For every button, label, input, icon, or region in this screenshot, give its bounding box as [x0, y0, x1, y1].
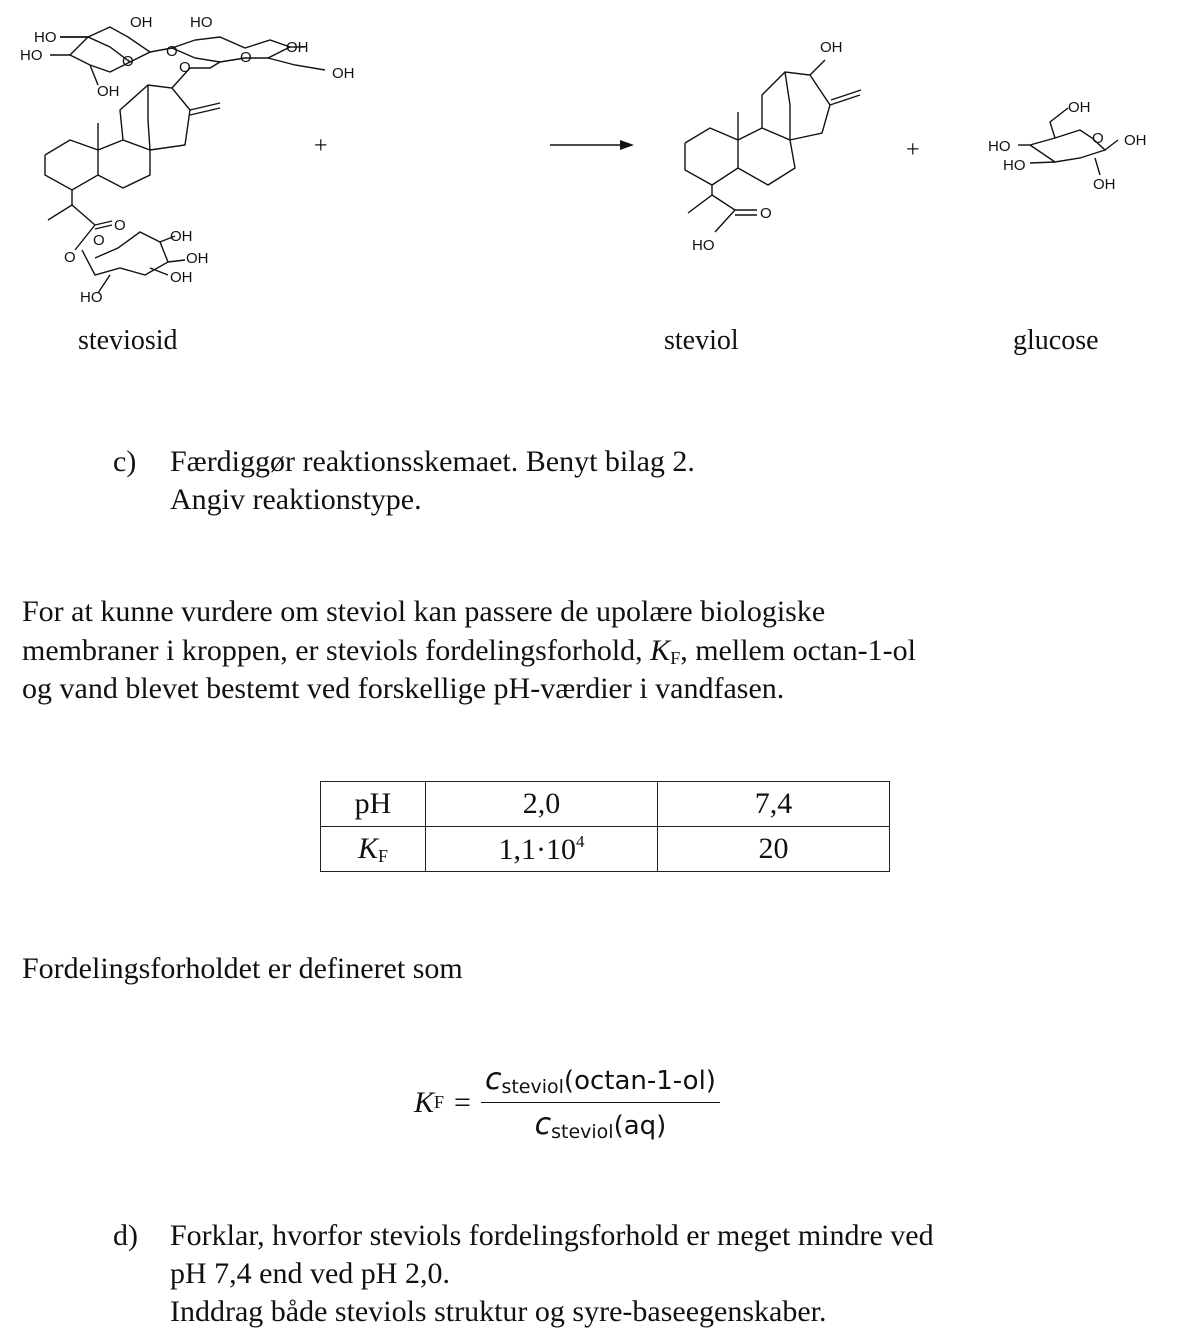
question-c-letter: c): [113, 445, 137, 478]
atom-oh: OH: [1093, 176, 1116, 193]
atom-ho: HO: [190, 14, 213, 31]
atom-ho: HO: [692, 237, 715, 254]
atom-o: O: [114, 217, 126, 234]
steviol-structure: [685, 60, 861, 232]
plus-sign-2: +: [906, 137, 920, 163]
atom-o: O: [760, 205, 772, 222]
question-d-line1: Forklar, hvorfor steviols fordelingsforhold er meget mindre ved: [170, 1219, 934, 1252]
table-cell: $1,1\cdot 10^4$: [426, 827, 658, 872]
atom-oh: OH: [170, 228, 193, 245]
table-header-kf: $K_F$: [321, 827, 426, 872]
fraction-numerator: $c_{steviol}(octan-1-ol)$: [481, 1062, 720, 1103]
table-cell: 7,4: [658, 782, 890, 827]
question-d-line2: pH 7,4 end ved pH 2,0.: [170, 1257, 450, 1290]
atom-o: O: [64, 249, 76, 266]
table-cell: 2,0: [426, 782, 658, 827]
atom-oh: OH: [186, 250, 209, 267]
table-header-ph: pH: [321, 782, 426, 827]
atom-oh: OH: [286, 39, 309, 56]
atom-ho: HO: [20, 47, 43, 64]
question-c-line1: Færdiggør reaktionsskemaet. Benyt bilag 2.: [170, 445, 695, 478]
steviosid-atom-labels: [20, 14, 355, 306]
atom-oh: OH: [820, 39, 843, 56]
kf-formula: K F = $\frac{c_{steviol}(octan-1-ol)}{c_{steviol}(aq)}$: [414, 1062, 720, 1143]
glucose-label: glucose: [1013, 325, 1099, 356]
atom-oh: OH: [1124, 132, 1147, 149]
reaction-scheme: [0, 0, 1198, 320]
atom-oh: OH: [130, 14, 153, 31]
atom-ho: HO: [80, 289, 103, 306]
steviol-label: steviol: [664, 325, 739, 356]
atom-oh: OH: [1068, 99, 1091, 116]
atom-o: O: [179, 59, 191, 76]
atom-oh: OH: [170, 269, 193, 286]
table-cell: 20: [658, 827, 890, 872]
intro-line1: For at kunne vurdere om steviol kan passere de upolære biologiske: [22, 595, 826, 628]
question-d-line3: Inddrag både steviols struktur og syre-baseegenskaber.: [170, 1295, 827, 1328]
reaction-arrow: [550, 140, 634, 150]
atom-ho: HO: [988, 138, 1011, 155]
definition-text: Fordelingsforholdet er defineret som: [22, 952, 463, 985]
intro-line2: membraner i kroppen, er steviols fordelingsforhold, $K_F$, mellem octan-1-ol: [22, 634, 916, 668]
kf-fraction: [481, 1062, 720, 1143]
atom-o: O: [240, 49, 252, 66]
atom-oh: OH: [97, 83, 120, 100]
atom-ho: HO: [1003, 157, 1026, 174]
question-c-line2: Angiv reaktionstype.: [170, 483, 422, 516]
table-row: [321, 827, 890, 872]
atom-ho: HO: [34, 29, 57, 46]
atom-o: O: [122, 53, 134, 70]
table-row: [321, 782, 890, 827]
intro-line3: og vand blevet bestemt ved forskellige pH-værdier i vandfasen.: [22, 672, 785, 705]
steviosid-label: steviosid: [78, 325, 178, 356]
atom-o: O: [1092, 130, 1104, 147]
plus-sign-1: +: [314, 133, 328, 159]
atom-oh: OH: [332, 65, 355, 82]
atom-o: O: [93, 232, 105, 249]
fraction-denominator: $c_{steviol}(aq)$: [534, 1107, 667, 1143]
question-d-letter: d): [113, 1219, 138, 1252]
atom-o: O: [166, 43, 178, 60]
kf-table: [320, 781, 890, 872]
